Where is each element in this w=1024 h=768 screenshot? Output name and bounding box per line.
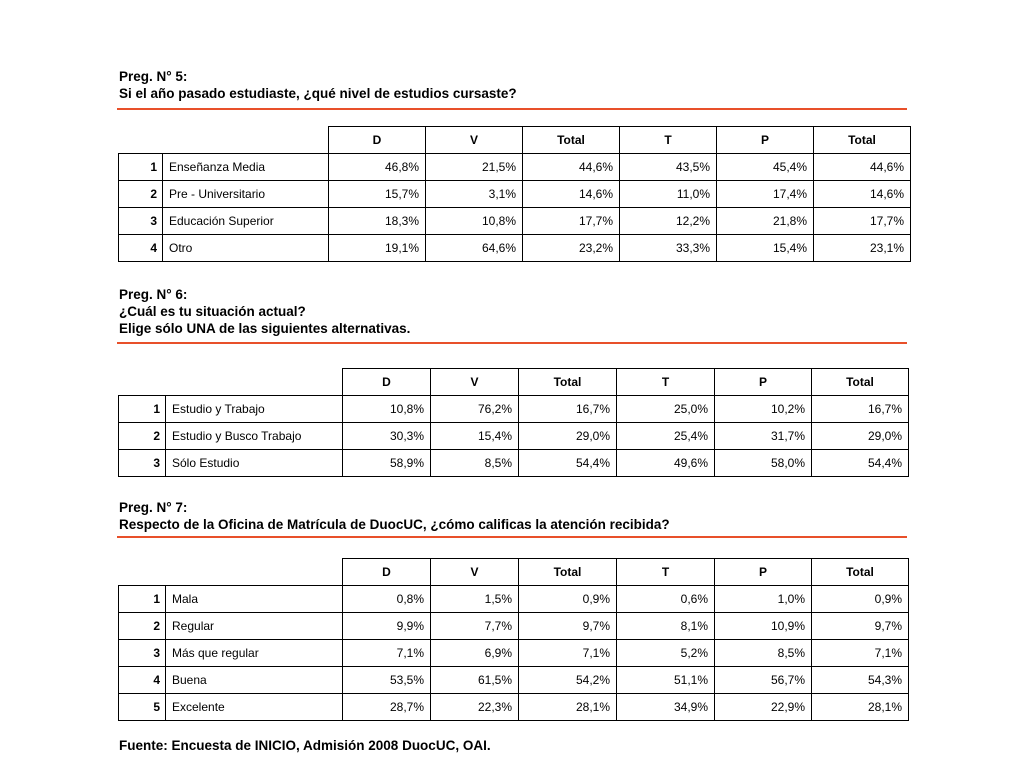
value-cell: 28,1% <box>519 694 617 721</box>
table-row <box>119 450 909 477</box>
value-cell: 23,1% <box>814 235 911 262</box>
value-cell: 54,4% <box>812 450 909 477</box>
question-5-divider <box>117 108 907 110</box>
column-header: V <box>431 369 519 396</box>
value-cell: 29,0% <box>519 423 617 450</box>
value-cell: 10,2% <box>715 396 812 423</box>
value-cell: 28,7% <box>343 694 431 721</box>
value-cell: 25,4% <box>617 423 715 450</box>
value-cell: 21,5% <box>426 154 523 181</box>
question-6-table <box>118 368 909 477</box>
value-cell: 7,7% <box>431 613 519 640</box>
question-7-title-line: Preg. N° 7: <box>119 500 188 515</box>
column-header: D <box>343 369 431 396</box>
column-header: Total <box>812 559 909 586</box>
value-cell: 19,1% <box>329 235 426 262</box>
question-5-title-line: Preg. N° 5: <box>119 69 188 84</box>
row-label: Buena <box>166 667 343 694</box>
value-cell: 44,6% <box>523 154 620 181</box>
table-row <box>119 667 909 694</box>
value-cell: 64,6% <box>426 235 523 262</box>
value-cell: 17,7% <box>814 208 911 235</box>
row-label: Estudio y Trabajo <box>166 396 343 423</box>
row-label: Estudio y Busco Trabajo <box>166 423 343 450</box>
value-cell: 28,1% <box>812 694 909 721</box>
question-7-title-line: Respecto de la Oficina de Matrícula de DuocUC, ¿cómo calificas la atención recibida? <box>119 517 670 532</box>
table-row <box>119 154 911 181</box>
row-number: 2 <box>119 423 166 450</box>
row-label: Enseñanza Media <box>163 154 329 181</box>
blank-cell <box>166 369 343 396</box>
value-cell: 58,0% <box>715 450 812 477</box>
row-number: 2 <box>119 613 166 640</box>
value-cell: 29,0% <box>812 423 909 450</box>
row-label: Pre - Universitario <box>163 181 329 208</box>
value-cell: 1,0% <box>715 586 812 613</box>
row-number: 4 <box>119 235 163 262</box>
question-7-divider <box>117 536 907 538</box>
value-cell: 7,1% <box>519 640 617 667</box>
column-header: Total <box>814 127 911 154</box>
value-cell: 61,5% <box>431 667 519 694</box>
value-cell: 15,4% <box>717 235 814 262</box>
table-row <box>119 586 909 613</box>
row-number: 1 <box>119 396 166 423</box>
column-header: Total <box>519 559 617 586</box>
value-cell: 51,1% <box>617 667 715 694</box>
value-cell: 0,8% <box>343 586 431 613</box>
value-cell: 31,7% <box>715 423 812 450</box>
column-header: P <box>715 369 812 396</box>
table-row <box>119 235 911 262</box>
row-number: 5 <box>119 694 166 721</box>
column-header: T <box>617 559 715 586</box>
blank-cell <box>166 559 343 586</box>
value-cell: 12,2% <box>620 208 717 235</box>
blank-cell <box>119 127 163 154</box>
question-6-title-line: Preg. N° 6: <box>119 287 188 302</box>
value-cell: 0,6% <box>617 586 715 613</box>
value-cell: 30,3% <box>343 423 431 450</box>
value-cell: 46,8% <box>329 154 426 181</box>
value-cell: 33,3% <box>620 235 717 262</box>
column-header: V <box>426 127 523 154</box>
blank-cell <box>119 369 166 396</box>
row-label: Excelente <box>166 694 343 721</box>
row-number: 3 <box>119 208 163 235</box>
value-cell: 3,1% <box>426 181 523 208</box>
value-cell: 10,8% <box>426 208 523 235</box>
question-6-heading <box>119 286 410 337</box>
source-note: Fuente: Encuesta de INICIO, Admisión 2008 DuocUC, OAI. <box>119 738 491 753</box>
value-cell: 9,7% <box>519 613 617 640</box>
row-label: Mala <box>166 586 343 613</box>
row-number: 3 <box>119 450 166 477</box>
value-cell: 34,9% <box>617 694 715 721</box>
row-number: 4 <box>119 667 166 694</box>
column-header: T <box>620 127 717 154</box>
value-cell: 9,9% <box>343 613 431 640</box>
value-cell: 25,0% <box>617 396 715 423</box>
row-number: 1 <box>119 154 163 181</box>
value-cell: 9,7% <box>812 613 909 640</box>
question-5-title-line: Si el año pasado estudiaste, ¿qué nivel de estudios cursaste? <box>119 86 517 101</box>
value-cell: 22,3% <box>431 694 519 721</box>
row-label: Regular <box>166 613 343 640</box>
blank-cell <box>163 127 329 154</box>
blank-cell <box>119 559 166 586</box>
column-header: Total <box>523 127 620 154</box>
value-cell: 45,4% <box>717 154 814 181</box>
value-cell: 8,1% <box>617 613 715 640</box>
value-cell: 14,6% <box>523 181 620 208</box>
question-6-divider <box>117 342 907 344</box>
column-header: T <box>617 369 715 396</box>
table-row <box>119 640 909 667</box>
value-cell: 8,5% <box>715 640 812 667</box>
value-cell: 15,4% <box>431 423 519 450</box>
row-label: Más que regular <box>166 640 343 667</box>
question-5-table <box>118 126 911 262</box>
value-cell: 18,3% <box>329 208 426 235</box>
question-7-table <box>118 558 909 721</box>
table-row <box>119 181 911 208</box>
value-cell: 44,6% <box>814 154 911 181</box>
value-cell: 54,4% <box>519 450 617 477</box>
column-header: P <box>715 559 812 586</box>
value-cell: 54,3% <box>812 667 909 694</box>
value-cell: 43,5% <box>620 154 717 181</box>
value-cell: 10,9% <box>715 613 812 640</box>
column-header: Total <box>812 369 909 396</box>
value-cell: 5,2% <box>617 640 715 667</box>
table-row <box>119 613 909 640</box>
value-cell: 17,4% <box>717 181 814 208</box>
table-row <box>119 423 909 450</box>
value-cell: 21,8% <box>717 208 814 235</box>
table-row <box>119 694 909 721</box>
value-cell: 11,0% <box>620 181 717 208</box>
value-cell: 17,7% <box>523 208 620 235</box>
table-row <box>119 396 909 423</box>
value-cell: 0,9% <box>812 586 909 613</box>
row-label: Sólo Estudio <box>166 450 343 477</box>
value-cell: 53,5% <box>343 667 431 694</box>
value-cell: 0,9% <box>519 586 617 613</box>
row-number: 2 <box>119 181 163 208</box>
question-7-heading <box>119 499 670 533</box>
header-row <box>119 127 911 154</box>
header-row <box>119 369 909 396</box>
value-cell: 15,7% <box>329 181 426 208</box>
value-cell: 58,9% <box>343 450 431 477</box>
column-header: P <box>717 127 814 154</box>
value-cell: 16,7% <box>519 396 617 423</box>
question-6-title-line: Elige sólo UNA de las siguientes alternativas. <box>119 321 411 336</box>
question-5-heading <box>119 68 517 102</box>
row-number: 3 <box>119 640 166 667</box>
table-row <box>119 208 911 235</box>
value-cell: 22,9% <box>715 694 812 721</box>
value-cell: 16,7% <box>812 396 909 423</box>
row-label: Otro <box>163 235 329 262</box>
value-cell: 56,7% <box>715 667 812 694</box>
row-label: Educación Superior <box>163 208 329 235</box>
value-cell: 54,2% <box>519 667 617 694</box>
value-cell: 8,5% <box>431 450 519 477</box>
row-number: 1 <box>119 586 166 613</box>
value-cell: 23,2% <box>523 235 620 262</box>
value-cell: 6,9% <box>431 640 519 667</box>
header-row <box>119 559 909 586</box>
column-header: V <box>431 559 519 586</box>
value-cell: 14,6% <box>814 181 911 208</box>
column-header: D <box>329 127 426 154</box>
value-cell: 76,2% <box>431 396 519 423</box>
value-cell: 7,1% <box>343 640 431 667</box>
value-cell: 10,8% <box>343 396 431 423</box>
value-cell: 49,6% <box>617 450 715 477</box>
column-header: D <box>343 559 431 586</box>
value-cell: 7,1% <box>812 640 909 667</box>
value-cell: 1,5% <box>431 586 519 613</box>
question-6-title-line: ¿Cuál es tu situación actual? <box>119 304 306 319</box>
column-header: Total <box>519 369 617 396</box>
